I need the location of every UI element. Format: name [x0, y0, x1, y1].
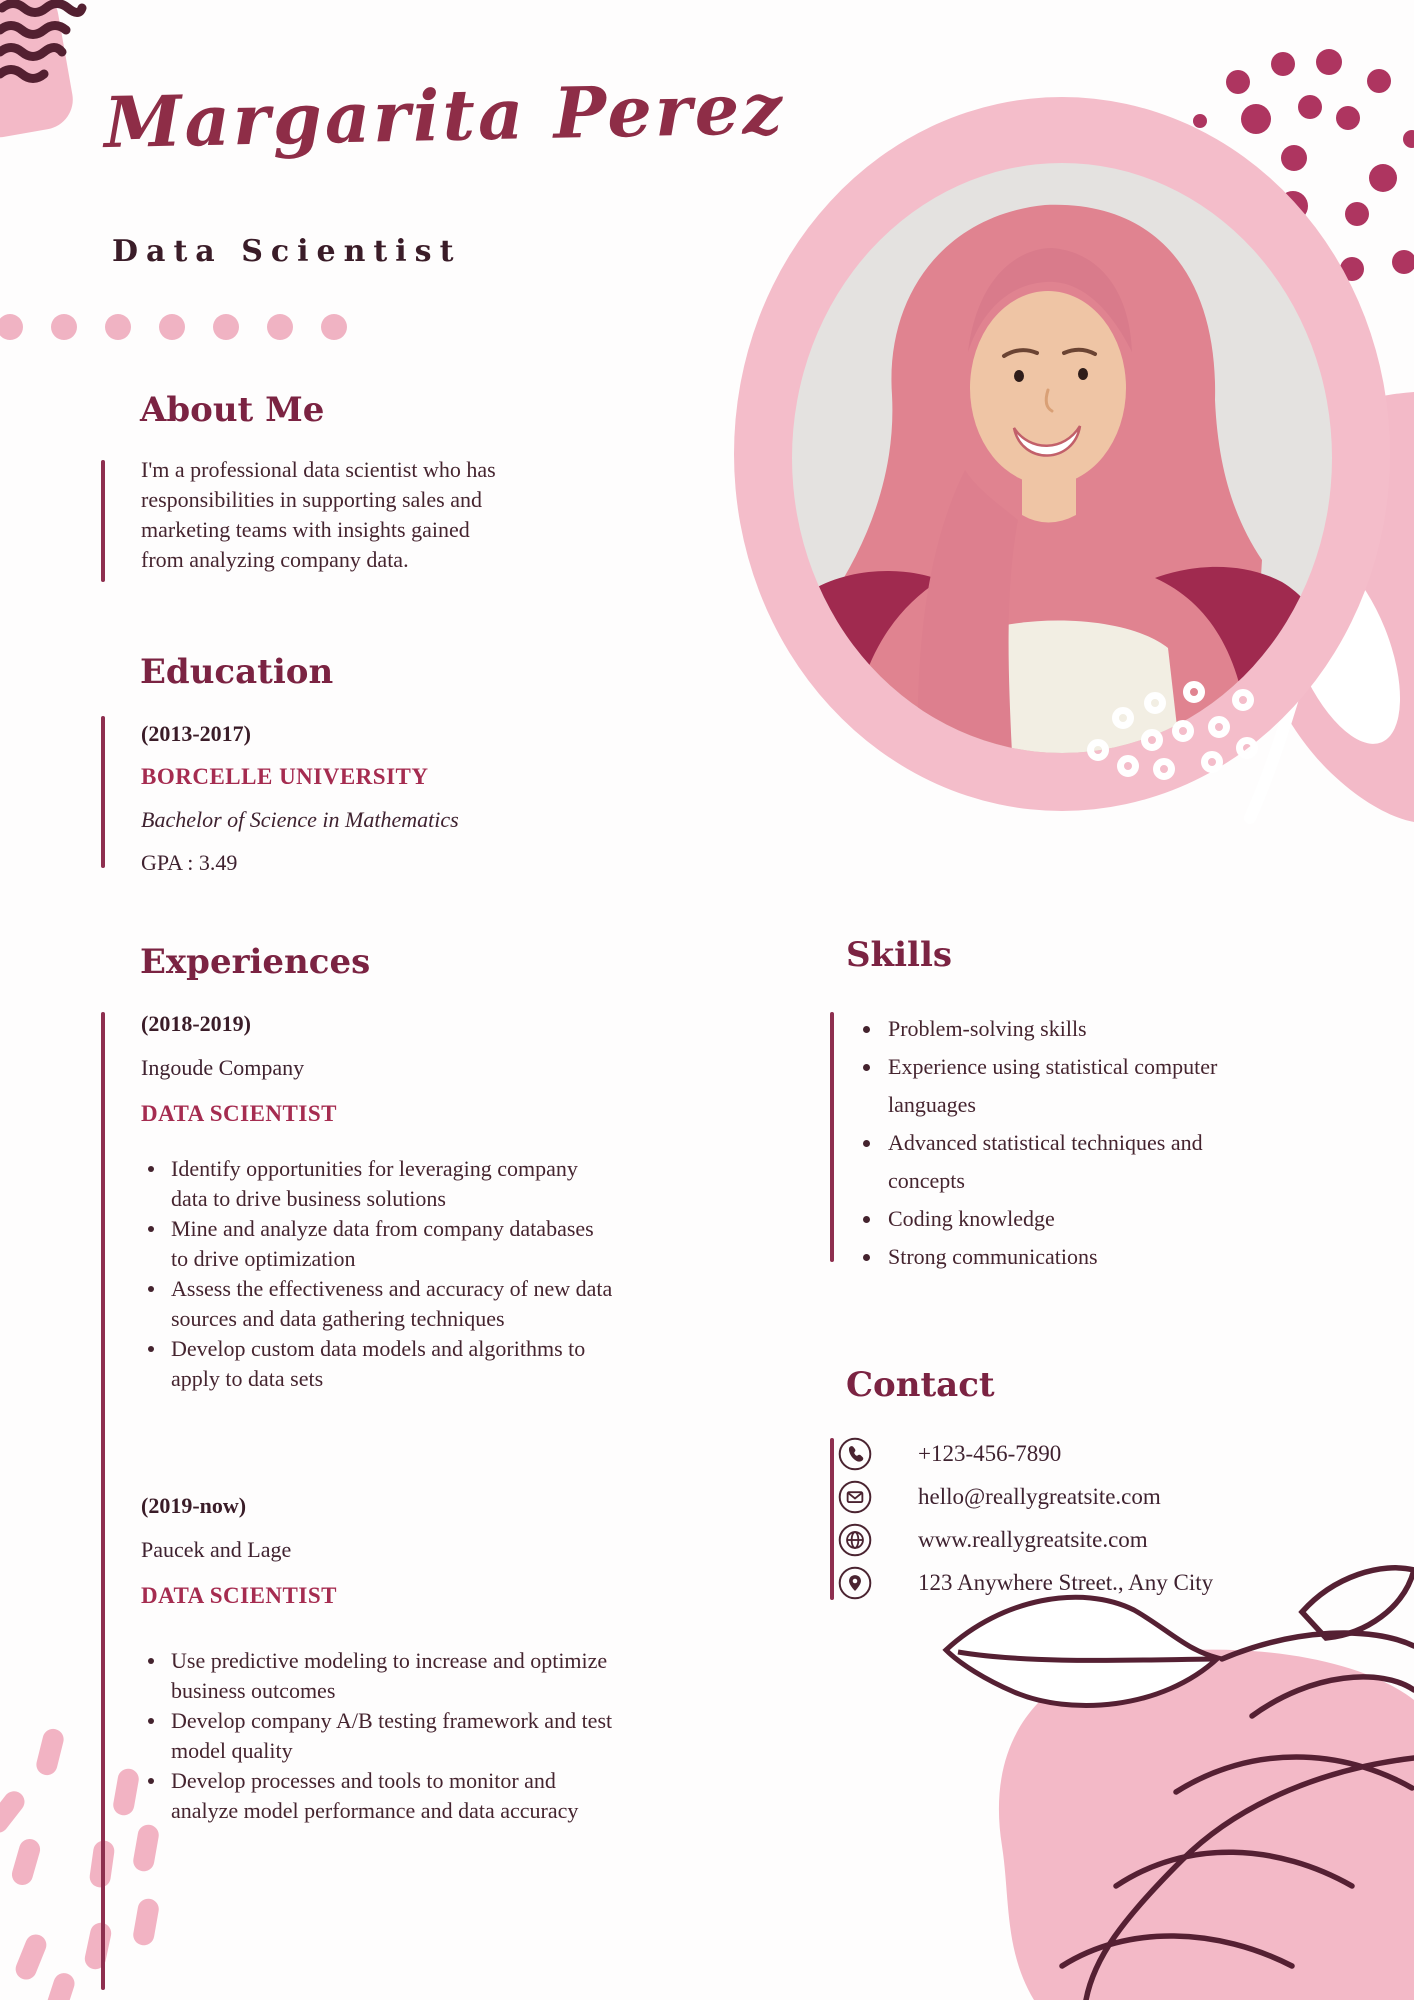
list-item	[141, 1214, 613, 1274]
bullet-text: Develop custom data models and algorithms to apply to data sets	[171, 1336, 586, 1391]
experience-entry	[141, 1002, 613, 1394]
education-period: (2013-2017)	[141, 721, 251, 746]
skills-heading: Skills	[846, 935, 953, 975]
experience-entry	[141, 1484, 613, 1826]
about-text: I'm a professional data scientist who has responsibilities in supporting sales and marketing teams with insights gained from analyzing company data.	[141, 457, 496, 572]
experience-bullet-list	[141, 1154, 613, 1394]
bullet-text: Identify opportunities for leveraging company data to drive business solutions	[171, 1156, 578, 1211]
contact-list	[838, 1432, 1213, 1604]
contact-row-website	[838, 1518, 1213, 1561]
globe-icon	[838, 1523, 872, 1557]
experience-period: (2018-2019)	[141, 1011, 251, 1036]
skill-text: Problem-solving skills	[888, 1016, 1087, 1041]
pink-dots-row-decor	[0, 314, 347, 340]
list-item	[856, 1200, 1256, 1238]
list-item	[141, 1646, 613, 1706]
skills-accent-line	[830, 1012, 834, 1262]
bullet-icon	[148, 1166, 154, 1172]
bullet-text: Develop company A/B testing framework and test model quality	[171, 1708, 613, 1763]
about-accent-line	[101, 460, 105, 582]
education-accent-line	[101, 716, 105, 868]
experience-company: Paucek and Lage	[141, 1537, 292, 1562]
skill-text: Strong communications	[888, 1244, 1098, 1269]
contact-phone-value: +123-456-7890	[918, 1440, 1062, 1466]
bullet-icon	[148, 1346, 154, 1352]
profile-photo	[734, 97, 1390, 811]
person-title: Data Scientist	[112, 234, 462, 269]
location-icon	[838, 1566, 872, 1600]
bullet-text: Mine and analyze data from company databases to drive optimization	[171, 1216, 594, 1271]
list-item	[141, 1706, 613, 1766]
list-item	[141, 1334, 613, 1394]
education-school: BORCELLE UNIVERSITY	[141, 764, 429, 789]
bullet-icon	[148, 1718, 154, 1724]
contact-row-email	[838, 1475, 1213, 1518]
phone-icon	[838, 1437, 872, 1471]
experiences-heading: Experiences	[140, 942, 371, 982]
contact-row-phone	[838, 1432, 1213, 1475]
list-item	[856, 1124, 1256, 1200]
list-item	[141, 1274, 613, 1334]
bullet-icon	[148, 1778, 154, 1784]
experience-period: (2019-now)	[141, 1493, 247, 1518]
experience-company: Ingoude Company	[141, 1055, 305, 1080]
bullet-icon	[863, 1216, 870, 1223]
about-heading: About Me	[140, 390, 325, 430]
education-gpa: GPA : 3.49	[141, 850, 238, 875]
contact-row-address	[838, 1561, 1213, 1604]
email-icon	[838, 1480, 872, 1514]
bullet-text: Assess the effectiveness and accuracy of new data sources and data gathering techniques	[171, 1276, 613, 1331]
list-item	[856, 1010, 1256, 1048]
bullet-icon	[148, 1226, 154, 1232]
contact-heading: Contact	[846, 1365, 995, 1405]
experience-role: DATA SCIENTIST	[141, 1101, 337, 1126]
contact-email-value: hello@reallygreatsite.com	[918, 1483, 1161, 1509]
bullet-icon	[863, 1064, 870, 1071]
contact-accent-line	[830, 1438, 834, 1600]
contact-address-value: 123 Anywhere Street., Any City	[918, 1569, 1214, 1595]
list-item	[141, 1766, 613, 1826]
bullet-icon	[148, 1658, 154, 1664]
experience-bullet-list	[141, 1646, 613, 1826]
pink-dashes-decor	[0, 1727, 160, 2000]
flower-decor	[946, 1568, 1414, 2000]
list-item	[856, 1238, 1256, 1276]
education-entry	[141, 712, 459, 884]
bullet-icon	[148, 1286, 154, 1292]
bullet-icon	[863, 1140, 870, 1147]
education-degree: Bachelor of Science in Mathematics	[141, 807, 459, 832]
contact-website-value: www.reallygreatsite.com	[918, 1526, 1148, 1552]
experiences-accent-line	[101, 1012, 105, 1990]
bullet-icon	[863, 1026, 870, 1033]
skill-text: Coding knowledge	[888, 1206, 1055, 1231]
skill-text: Experience using statistical computer languages	[888, 1054, 1218, 1117]
education-heading: Education	[140, 652, 334, 692]
skill-text: Advanced statistical techniques and concepts	[888, 1130, 1203, 1193]
person-name: Margarita Perez	[103, 66, 786, 165]
bullet-text: Use predictive modeling to increase and optimize business outcomes	[171, 1648, 608, 1703]
bullet-icon	[863, 1254, 870, 1261]
bullet-text: Develop processes and tools to monitor and analyze model performance and data accuracy	[171, 1768, 579, 1823]
experience-role: DATA SCIENTIST	[141, 1583, 337, 1608]
list-item	[141, 1154, 613, 1214]
skills-list	[856, 1010, 1256, 1276]
list-item	[856, 1048, 1256, 1124]
